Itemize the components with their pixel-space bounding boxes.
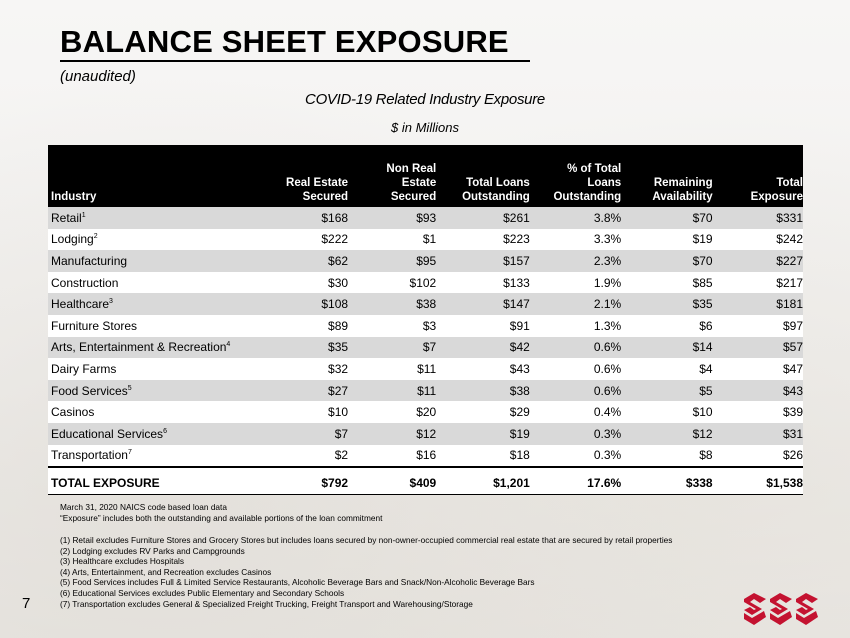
- table-title: COVID-19 Related Industry Exposure: [305, 91, 545, 108]
- cell-industry: [48, 401, 256, 423]
- industry-label: Transportation: [51, 448, 128, 463]
- page-subtitle: (unaudited): [60, 68, 136, 85]
- page-number: 7: [22, 595, 31, 612]
- page-title: BALANCE SHEET EXPOSURE: [60, 24, 509, 59]
- cell-real-estate-secured: $10: [328, 405, 349, 420]
- table-row: [48, 250, 803, 272]
- cell-real-estate-secured: $62: [328, 253, 349, 268]
- table-header-row: [48, 145, 803, 207]
- cell-pct-total-loans: 3.8%: [593, 210, 622, 225]
- cell-total-exposure: $39: [782, 405, 803, 420]
- cell-total-loans-outstanding: $19: [509, 426, 530, 441]
- column-header-remaining-availability: Remaining Availability: [652, 177, 713, 203]
- footnote-line: (4) Arts, Entertainment, and Recreation excludes Casinos: [60, 566, 272, 577]
- cell-pct-total-loans: 2.3%: [593, 253, 622, 268]
- total-remaining-availability: $338: [621, 471, 712, 495]
- cell-industry: [48, 250, 256, 272]
- industry-label: Construction: [51, 275, 119, 290]
- cell-remaining-availability: $5: [699, 383, 713, 398]
- cell-remaining-availability: $8: [621, 445, 712, 468]
- cell-total-loans-outstanding: $18: [436, 445, 530, 468]
- cell-non-real-estate-secured: $93: [416, 210, 437, 225]
- cell-total-loans-outstanding: $157: [503, 253, 530, 268]
- cell-industry: [48, 423, 256, 445]
- cell-real-estate-secured: $30: [328, 275, 349, 290]
- cell-non-real-estate-secured: $3: [422, 318, 437, 333]
- total-non-real-estate-secured: $409: [348, 471, 436, 495]
- industry-label: Casinos: [51, 405, 95, 420]
- table-row: [48, 207, 803, 229]
- cell-industry: [48, 293, 256, 315]
- cell-remaining-availability: $85: [692, 275, 713, 290]
- cell-real-estate-secured: $108: [321, 297, 349, 312]
- cell-real-estate-secured: $2: [256, 445, 348, 468]
- cell-total-exposure: $26: [713, 445, 803, 468]
- cell-real-estate-secured: $222: [321, 232, 349, 247]
- table-units: $ in Millions: [391, 120, 459, 135]
- footnote-marker: 5: [127, 384, 132, 392]
- cell-total-exposure: $31: [782, 426, 803, 441]
- cell-non-real-estate-secured: $38: [416, 297, 437, 312]
- table-row: [48, 380, 803, 402]
- cell-total-exposure: $97: [782, 318, 803, 333]
- cell-total-loans-outstanding: $261: [503, 210, 530, 225]
- title-underline: [60, 60, 530, 62]
- cell-non-real-estate-secured: $20: [416, 405, 437, 420]
- industry-label: Manufacturing: [51, 253, 128, 268]
- cell-remaining-availability: $35: [692, 297, 713, 312]
- cell-non-real-estate-secured: $11: [417, 383, 437, 398]
- cell-pct-total-loans: 1.9%: [593, 275, 622, 290]
- cell-pct-total-loans: 3.3%: [593, 232, 622, 247]
- footnote-marker: 1: [81, 211, 86, 219]
- cell-real-estate-secured: $35: [328, 340, 349, 355]
- cell-industry: [48, 315, 256, 337]
- cell-pct-total-loans: 2.1%: [593, 297, 622, 312]
- cell-non-real-estate-secured: $102: [409, 275, 437, 290]
- cell-industry: [48, 380, 256, 402]
- footnote-marker: 3: [109, 298, 113, 306]
- footnote-line: (5) Food Services includes Full & Limited Service Restaurants, Alcoholic Beverage Bars and Snack/Non-Alcoholic Beverage Bars: [60, 577, 535, 588]
- total-total-exposure: $1,538: [713, 471, 803, 495]
- cell-remaining-availability: $14: [692, 340, 713, 355]
- industry-label: Arts, Entertainment & Recreation: [51, 340, 227, 355]
- cell-real-estate-secured: $32: [328, 361, 349, 376]
- footnote-marker: 4: [226, 341, 231, 349]
- footnote-line: (3) Healthcare excludes Hospitals: [60, 556, 185, 567]
- cell-remaining-availability: $70: [692, 253, 713, 268]
- column-header-real-estate-secured: Real Estate Secured: [286, 177, 349, 203]
- cell-total-exposure: $227: [776, 253, 803, 268]
- cell-remaining-availability: $4: [699, 361, 713, 376]
- cell-pct-total-loans: 0.6%: [593, 383, 622, 398]
- table-row: [48, 229, 803, 251]
- cell-total-exposure: $57: [782, 340, 803, 355]
- industry-label: Food Services: [51, 383, 128, 398]
- cell-remaining-availability: $10: [692, 405, 713, 420]
- total-pct-total-loans: 17.6%: [530, 471, 621, 495]
- industry-label: Lodging: [51, 232, 94, 247]
- cell-pct-total-loans: 0.6%: [593, 340, 622, 355]
- column-header-total-exposure: Total Exposure: [750, 177, 803, 203]
- cell-pct-total-loans: 1.3%: [593, 318, 622, 333]
- cell-total-loans-outstanding: $42: [509, 340, 530, 355]
- cell-total-loans-outstanding: $43: [509, 361, 530, 376]
- cell-remaining-availability: $70: [692, 210, 713, 225]
- exposure-table: [48, 145, 803, 495]
- footnote-line: (6) Educational Services excludes Public Elementary and Secondary Schools: [60, 587, 345, 598]
- table-row: [48, 337, 803, 359]
- total-total-loans-outstanding: $1,201: [436, 471, 530, 495]
- table-row: [48, 315, 803, 337]
- footnote-line: (7) Transportation excludes General & Specialized Freight Trucking, Freight Transport and Warehousing/Storage: [60, 598, 473, 609]
- table-row: [48, 401, 803, 423]
- total-row: [48, 471, 803, 495]
- company-logo-icon: [740, 591, 826, 634]
- cell-total-exposure: $181: [776, 297, 803, 312]
- cell-total-exposure: $242: [776, 232, 803, 247]
- cell-total-loans-outstanding: $147: [503, 297, 530, 312]
- note-line: March 31, 2020 NAICS code based loan data: [60, 502, 227, 512]
- table-row: [48, 358, 803, 380]
- industry-label: Healthcare: [51, 297, 110, 312]
- cell-real-estate-secured: $7: [334, 426, 349, 441]
- cell-industry: [48, 229, 256, 251]
- cell-total-loans-outstanding: $38: [509, 383, 530, 398]
- cell-industry: [48, 272, 256, 294]
- industry-label: Dairy Farms: [51, 361, 117, 376]
- footnote-marker: 2: [93, 233, 98, 241]
- cell-industry: [48, 337, 256, 359]
- cell-pct-total-loans: 0.3%: [593, 426, 622, 441]
- cell-total-loans-outstanding: $91: [509, 318, 530, 333]
- cell-total-exposure: $217: [776, 275, 803, 290]
- cell-real-estate-secured: $168: [321, 210, 349, 225]
- cell-industry: [48, 358, 256, 380]
- cell-total-exposure: $43: [782, 383, 803, 398]
- total-label: TOTAL EXPOSURE: [48, 471, 256, 495]
- cell-non-real-estate-secured: $95: [416, 253, 437, 268]
- table-row: [48, 293, 803, 315]
- footnote-marker: 6: [163, 427, 167, 435]
- table-body: [48, 207, 803, 495]
- cell-real-estate-secured: $27: [328, 383, 349, 398]
- table-row: [48, 445, 803, 468]
- cell-total-loans-outstanding: $223: [503, 232, 530, 247]
- cell-industry: [48, 445, 256, 468]
- cell-real-estate-secured: $89: [328, 318, 349, 333]
- cell-pct-total-loans: 0.6%: [593, 361, 622, 376]
- column-header-non-real-estate-secured: Non Real Estate Secured: [386, 163, 437, 203]
- cell-remaining-availability: $12: [692, 426, 713, 441]
- cell-pct-total-loans: 0.3%: [530, 445, 621, 468]
- cell-total-loans-outstanding: $133: [503, 275, 530, 290]
- table-row: [48, 423, 803, 445]
- cell-non-real-estate-secured: $16: [348, 445, 436, 468]
- column-header-pct-total-loans: % of Total Loans Outstanding: [553, 163, 622, 203]
- cell-pct-total-loans: 0.4%: [593, 405, 622, 420]
- note-line: “Exposure” includes both the outstanding and available portions of the loan commitment: [60, 513, 383, 523]
- footnote-line: (1) Retail excludes Furniture Stores and Grocery Stores but includes loans secured by non-owner-occupied commercial real estate that are secured by retail properties: [60, 535, 673, 545]
- cell-non-real-estate-secured: $1: [422, 232, 437, 247]
- table-row: [48, 272, 803, 294]
- footnote-line: (2) Lodging excludes RV Parks and Campgrounds: [60, 545, 245, 556]
- cell-non-real-estate-secured: $12: [416, 426, 437, 441]
- data-notes: [60, 502, 382, 524]
- total-real-estate-secured: $792: [256, 471, 348, 495]
- footnote-marker: 7: [127, 449, 132, 457]
- cell-total-loans-outstanding: $29: [509, 405, 530, 420]
- column-header-total-loans-outstanding: Total Loans Outstanding: [462, 177, 530, 203]
- industry-label: Educational Services: [51, 426, 164, 441]
- footnotes: [60, 535, 672, 609]
- cell-remaining-availability: $6: [699, 318, 713, 333]
- cell-industry: [48, 207, 256, 229]
- column-header-industry: Industry: [51, 191, 97, 203]
- industry-label: Furniture Stores: [51, 318, 138, 333]
- industry-label: Retail: [51, 210, 82, 225]
- cell-remaining-availability: $19: [692, 232, 713, 247]
- cell-total-exposure: $331: [776, 210, 803, 225]
- cell-total-exposure: $47: [782, 361, 803, 376]
- cell-non-real-estate-secured: $7: [422, 340, 437, 355]
- cell-non-real-estate-secured: $11: [417, 361, 437, 376]
